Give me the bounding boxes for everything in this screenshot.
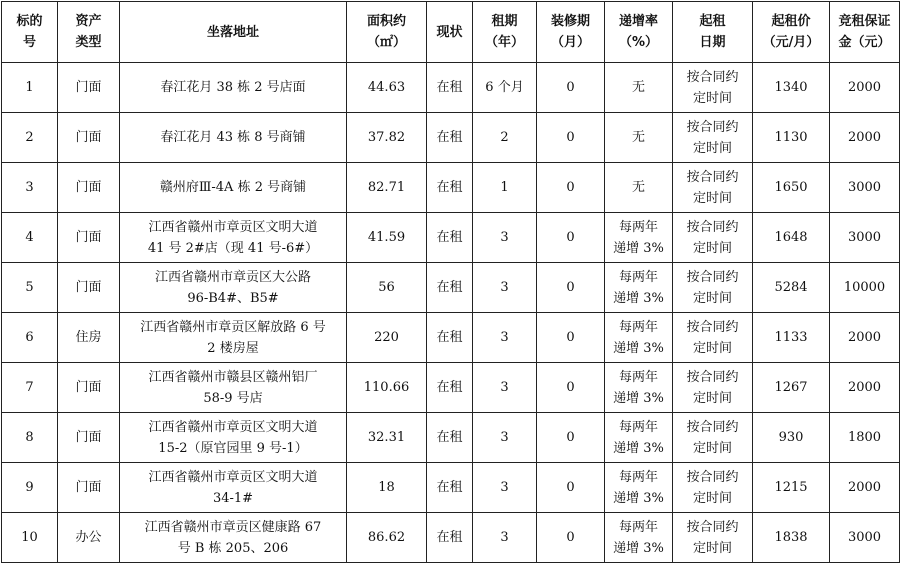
cell-increase-rate-line: 递增 3% [613, 490, 664, 506]
cell-asset-type: 住房 [58, 313, 120, 363]
cell-asset-type: 办公 [58, 513, 120, 563]
cell-status: 在租 [427, 163, 473, 213]
cell-increase-rate-line: 无 [631, 80, 645, 95]
cell-start-date-line: 定时间 [692, 240, 732, 256]
cell-term: 1 [473, 163, 537, 213]
cell-increase-rate-line: 递增 3% [613, 440, 664, 456]
cell-increase-rate-line: 递增 3% [613, 290, 664, 306]
cell-start-date [673, 63, 753, 113]
cell-increase-rate-line: 每两年 [618, 319, 658, 335]
header-text: （㎡） [366, 35, 406, 50]
cell-start-date [673, 363, 753, 413]
cell-address-line: 58-9 号店 [203, 390, 263, 406]
cell-address-line: 春江花月 38 栋 2 号店面 [160, 80, 306, 95]
cell-address-line: 江西省赣州市章贡区解放路 6 号 [140, 319, 326, 335]
cell-address [120, 463, 347, 513]
table-row [2, 63, 900, 113]
header-text: （%） [618, 35, 659, 50]
cell-increase-rate [605, 363, 673, 413]
cell-term: 2 [473, 113, 537, 163]
cell-address-line: 41 号 2#店（现 41 号-6#） [147, 240, 319, 256]
cell-deposit: 3000 [830, 213, 900, 263]
cell-start-price: 930 [753, 413, 830, 463]
cell-no: 6 [2, 313, 58, 363]
cell-decoration-period: 0 [537, 113, 605, 163]
cell-no: 7 [2, 363, 58, 413]
cell-start-date-line: 定时间 [692, 540, 732, 556]
cell-increase-rate-line: 无 [631, 180, 645, 195]
cell-term: 3 [473, 513, 537, 563]
col-header-no [2, 2, 58, 63]
cell-address-line: 春江花月 43 栋 8 号商铺 [160, 130, 306, 145]
header-text: 类型 [75, 35, 102, 50]
col-header-type [58, 2, 120, 63]
header-text: 现状 [436, 24, 463, 40]
cell-no: 3 [2, 163, 58, 213]
cell-increase-rate [605, 313, 673, 363]
cell-start-date-line: 定时间 [692, 440, 732, 456]
cell-start-price: 5284 [753, 263, 830, 313]
cell-deposit: 1800 [830, 413, 900, 463]
header-text: 标的 [16, 14, 43, 29]
col-header-price [753, 2, 830, 63]
cell-increase-rate-line: 每两年 [618, 269, 658, 285]
col-header-address [120, 2, 347, 63]
table-row [2, 513, 900, 563]
header-text: 起租价 [771, 14, 811, 29]
cell-decoration-period: 0 [537, 463, 605, 513]
cell-term: 3 [473, 213, 537, 263]
cell-start-price: 1133 [753, 313, 830, 363]
cell-decoration-period: 0 [537, 413, 605, 463]
cell-increase-rate [605, 63, 673, 113]
cell-increase-rate-line: 每两年 [618, 419, 658, 435]
cell-increase-rate [605, 463, 673, 513]
cell-increase-rate [605, 113, 673, 163]
cell-address-line: 96-B4#、B5# [187, 290, 279, 306]
col-header-decoration [537, 2, 605, 63]
cell-start-date-line: 定时间 [692, 190, 732, 206]
cell-address [120, 63, 347, 113]
cell-area: 44.63 [347, 63, 427, 113]
table-row [2, 463, 900, 513]
cell-start-date-line: 按合同约 [686, 269, 739, 285]
cell-address [120, 113, 347, 163]
cell-start-price: 1215 [753, 463, 830, 513]
cell-start-date-line: 按合同约 [686, 369, 739, 385]
cell-start-date-line: 按合同约 [686, 419, 739, 435]
cell-decoration-period: 0 [537, 313, 605, 363]
col-header-area [347, 2, 427, 63]
cell-increase-rate-line: 无 [631, 130, 645, 145]
cell-start-price: 1648 [753, 213, 830, 263]
cell-start-price: 1130 [753, 113, 830, 163]
cell-increase-rate-line: 每两年 [618, 519, 658, 535]
header-text: （年） [484, 35, 524, 50]
cell-term: 3 [473, 413, 537, 463]
cell-address-line: 江西省赣州市赣县区赣州铝厂 [148, 369, 318, 385]
cell-address-line: 2 楼房屋 [207, 340, 259, 356]
cell-address-line: 江西省赣州市章贡区文明大道 [148, 469, 318, 485]
cell-start-date-line: 定时间 [692, 140, 732, 156]
cell-increase-rate-line: 递增 3% [613, 390, 664, 406]
cell-decoration-period: 0 [537, 213, 605, 263]
cell-no: 8 [2, 413, 58, 463]
cell-deposit: 2000 [830, 363, 900, 413]
cell-start-date-line: 按合同约 [686, 519, 739, 535]
cell-term: 3 [473, 363, 537, 413]
cell-asset-type: 门面 [58, 413, 120, 463]
cell-deposit: 2000 [830, 113, 900, 163]
cell-start-date-line: 定时间 [692, 390, 732, 406]
cell-address [120, 313, 347, 363]
cell-address [120, 413, 347, 463]
table-row [2, 213, 900, 263]
header-text: 递增率 [618, 14, 658, 29]
cell-no: 2 [2, 113, 58, 163]
cell-increase-rate-line: 递增 3% [613, 340, 664, 356]
cell-no: 1 [2, 63, 58, 113]
cell-asset-type: 门面 [58, 63, 120, 113]
cell-area: 18 [347, 463, 427, 513]
cell-increase-rate [605, 163, 673, 213]
cell-address [120, 513, 347, 563]
table-row [2, 163, 900, 213]
cell-status: 在租 [427, 213, 473, 263]
cell-address-line: 江西省赣州市章贡区文明大道 [148, 419, 318, 435]
cell-start-date-line: 定时间 [692, 290, 732, 306]
cell-address-line: 江西省赣州市章贡区大公路 [154, 269, 311, 285]
cell-increase-rate-line: 每两年 [618, 369, 658, 385]
cell-area: 41.59 [347, 213, 427, 263]
cell-start-price: 1650 [753, 163, 830, 213]
header-text: 日期 [699, 35, 726, 50]
cell-increase-rate [605, 213, 673, 263]
header-text: 坐落地址 [206, 24, 259, 40]
cell-area: 56 [347, 263, 427, 313]
cell-address [120, 363, 347, 413]
header-text: 面积约 [366, 14, 406, 29]
table-body [2, 63, 900, 563]
cell-asset-type: 门面 [58, 263, 120, 313]
cell-decoration-period: 0 [537, 63, 605, 113]
cell-address-line: 15-2（原官园里 9 号-1） [158, 440, 308, 456]
cell-decoration-period: 0 [537, 263, 605, 313]
cell-start-date [673, 163, 753, 213]
cell-increase-rate-line: 每两年 [618, 469, 658, 485]
cell-start-date [673, 513, 753, 563]
cell-status: 在租 [427, 313, 473, 363]
cell-address-line: 江西省赣州市章贡区健康路 67 [144, 519, 322, 535]
cell-start-price: 1838 [753, 513, 830, 563]
header-text: （月） [550, 35, 590, 50]
cell-increase-rate-line: 每两年 [618, 219, 658, 235]
cell-start-date-line: 按合同约 [686, 119, 739, 135]
col-header-increase [605, 2, 673, 63]
cell-status: 在租 [427, 263, 473, 313]
cell-start-date-line: 按合同约 [686, 69, 739, 85]
cell-start-price: 1267 [753, 363, 830, 413]
cell-decoration-period: 0 [537, 163, 605, 213]
cell-start-date-line: 定时间 [692, 490, 732, 506]
cell-status: 在租 [427, 513, 473, 563]
cell-decoration-period: 0 [537, 513, 605, 563]
cell-decoration-period: 0 [537, 363, 605, 413]
cell-start-date [673, 413, 753, 463]
cell-no: 9 [2, 463, 58, 513]
cell-asset-type: 门面 [58, 113, 120, 163]
cell-start-date-line: 按合同约 [686, 469, 739, 485]
cell-area: 86.62 [347, 513, 427, 563]
cell-no: 5 [2, 263, 58, 313]
cell-deposit: 10000 [830, 263, 900, 313]
col-header-status [427, 2, 473, 63]
cell-start-date-line: 按合同约 [686, 169, 739, 185]
cell-address-line: 赣州府Ⅲ-4A 栋 2 号商铺 [159, 180, 307, 195]
cell-address [120, 163, 347, 213]
cell-start-date [673, 113, 753, 163]
cell-start-price: 1340 [753, 63, 830, 113]
cell-address-line: 江西省赣州市章贡区文明大道 [148, 219, 318, 235]
cell-no: 10 [2, 513, 58, 563]
cell-term: 3 [473, 263, 537, 313]
header-text: 号 [22, 35, 36, 50]
table-row [2, 313, 900, 363]
cell-area: 37.82 [347, 113, 427, 163]
cell-area: 32.31 [347, 413, 427, 463]
cell-deposit: 2000 [830, 63, 900, 113]
cell-term: 6 个月 [473, 63, 537, 113]
cell-asset-type: 门面 [58, 213, 120, 263]
cell-address-line: 34-1# [212, 490, 254, 506]
cell-address [120, 263, 347, 313]
cell-start-date-line: 按合同约 [686, 219, 739, 235]
cell-status: 在租 [427, 413, 473, 463]
cell-asset-type: 门面 [58, 463, 120, 513]
header-text: 装修期 [550, 14, 590, 29]
cell-deposit: 3000 [830, 163, 900, 213]
cell-deposit: 3000 [830, 513, 900, 563]
cell-start-date [673, 263, 753, 313]
cell-increase-rate [605, 513, 673, 563]
cell-start-date [673, 313, 753, 363]
cell-status: 在租 [427, 463, 473, 513]
header-row [2, 2, 900, 63]
cell-status: 在租 [427, 63, 473, 113]
cell-increase-rate [605, 413, 673, 463]
cell-deposit: 2000 [830, 463, 900, 513]
cell-start-date [673, 213, 753, 263]
cell-no: 4 [2, 213, 58, 263]
cell-address-line: 号 B 栋 205、206 [177, 540, 289, 556]
cell-status: 在租 [427, 363, 473, 413]
col-header-deposit [830, 2, 900, 63]
header-text: 金（元） [838, 35, 891, 50]
cell-term: 3 [473, 463, 537, 513]
header-text: 起租 [699, 14, 726, 29]
table-row [2, 363, 900, 413]
header-text: 资产 [75, 14, 102, 29]
col-header-term [473, 2, 537, 63]
table-row [2, 263, 900, 313]
cell-area: 220 [347, 313, 427, 363]
cell-increase-rate-line: 递增 3% [613, 240, 664, 256]
table-row [2, 413, 900, 463]
cell-status: 在租 [427, 113, 473, 163]
cell-increase-rate-line: 递增 3% [613, 540, 664, 556]
table-row [2, 113, 900, 163]
cell-start-date-line: 定时间 [692, 90, 732, 106]
cell-start-date-line: 定时间 [692, 340, 732, 356]
cell-term: 3 [473, 313, 537, 363]
header-text: 竞租保证 [838, 14, 891, 29]
header-text: 租期 [491, 14, 518, 29]
col-header-start-date [673, 2, 753, 63]
cell-start-date [673, 463, 753, 513]
cell-asset-type: 门面 [58, 363, 120, 413]
cell-address [120, 213, 347, 263]
cell-area: 82.71 [347, 163, 427, 213]
cell-increase-rate [605, 263, 673, 313]
cell-asset-type: 门面 [58, 163, 120, 213]
header-text: （元/月） [762, 35, 820, 50]
cell-area: 110.66 [347, 363, 427, 413]
cell-deposit: 2000 [830, 313, 900, 363]
cell-start-date-line: 按合同约 [686, 319, 739, 335]
rental-listing-table [1, 1, 900, 563]
